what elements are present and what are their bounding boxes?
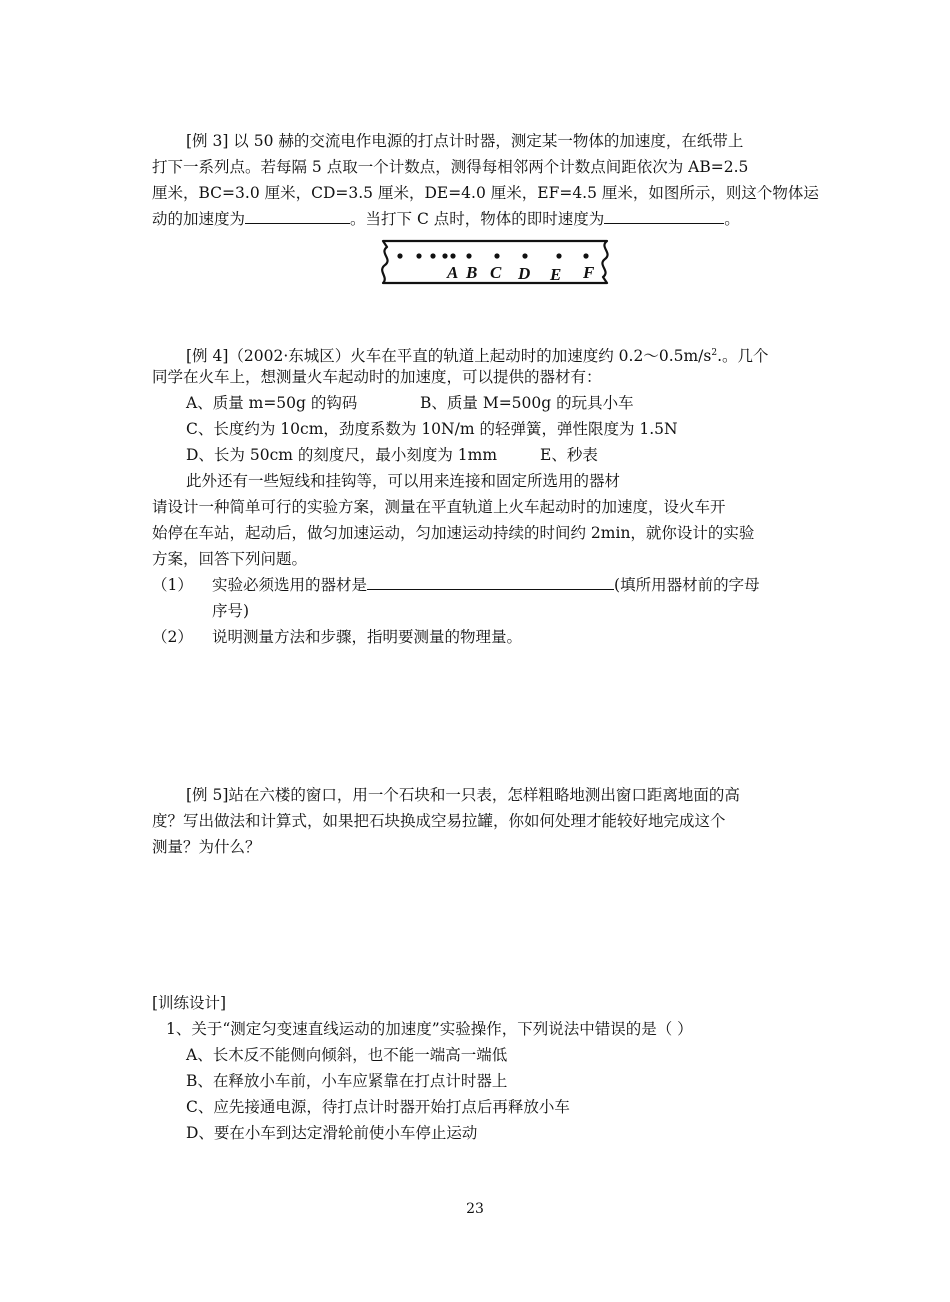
ex4-option-c: C、长度约为 10cm，劲度系数为 10N/m 的轻弹簧，弹性限度为 1.5N [186, 420, 678, 438]
tape-dot [494, 253, 499, 258]
tape-label-D: D [518, 264, 531, 283]
tape-dots [397, 253, 588, 258]
ex3-line-4-prefix: 动的加速度为 [152, 210, 246, 228]
ex4-question-1-text: 实验必须选用的器材是 [212, 576, 368, 594]
ex4-line-1-superscript: 2 [711, 348, 718, 358]
tape-dot [430, 253, 435, 258]
ex3-line-4-middle: 。当打下 C 点时，物体的即时速度为 [350, 210, 605, 228]
tape-dot [416, 253, 421, 258]
tape-dot [442, 253, 447, 258]
tape-label-C: C [490, 263, 502, 282]
tape-label-A: A [447, 263, 459, 282]
ex4-question-2-number: （2） [152, 628, 193, 646]
training-heading: [训练设计] [152, 994, 227, 1012]
ex4-line-1-text: [例 4]（2002·东城区）火车在平直的轨道上起动时的加速度约 0.2～0.5m/s [186, 347, 712, 366]
ex4-question-2: 说明测量方法和步骤，指明要测量的物理量。 [212, 628, 523, 646]
ex4-line-1 [186, 342, 769, 367]
training-option-d: D、要在小车到达定滑轮前使小车停止运动 [186, 1124, 478, 1142]
ex5-line-2: 度？写出做法和计算式，如果把石块换成空易拉罐，你如何处理才能较好地完成这个 [152, 812, 726, 830]
training-question-1: 1、关于“测定匀变速直线运动的加速度”实验操作，下列说法中错误的是（ ） [166, 1020, 693, 1038]
ex4-question-1-note: (填所用器材前的字母 [614, 576, 760, 594]
ex4-question-1-note-continued: 序号) [212, 602, 250, 620]
ex5-line-1: [例 5]站在六楼的窗口，用一个石块和一只表，怎样粗略地测出窗口距离地面的高 [186, 786, 740, 804]
tape-label-F: F [583, 263, 595, 282]
ex3-line-4 [152, 208, 740, 230]
ticker-tape-figure [375, 237, 615, 287]
training-option-b: B、在释放小车前，小车应紧靠在打点计时器上 [186, 1072, 508, 1090]
page-number: 23 [466, 1201, 484, 1217]
ex4-line-1-tail: .。几个 [717, 347, 769, 366]
ex4-line-6: 请设计一种简单可行的实验方案，测量在平直轨道上火车起动时的加速度，设火车开 [152, 498, 726, 516]
tape-dot [522, 253, 527, 258]
ex3-line-4-suffix: 。 [724, 210, 740, 228]
ex4-line-5: 此外还有一些短线和挂钩等，可以用来连接和固定所选用的器材 [186, 472, 621, 490]
ex4-line-2: 同学在火车上，想测量火车起动时的加速度，可以提供的器材有： [152, 368, 602, 386]
ex4-option-e: E、秒表 [540, 446, 598, 464]
ex3-line-3: 厘米，BC=3.0 厘米，CD=3.5 厘米，DE=4.0 厘米，EF=4.5 厘米，如图所示，则这个物体运 [152, 184, 819, 202]
velocity-answer-blank[interactable] [604, 208, 724, 224]
acceleration-answer-blank[interactable] [245, 208, 350, 224]
tape-dot [466, 253, 471, 258]
ex4-line-8: 方案，回答下列问题。 [152, 550, 308, 568]
ex4-option-a: A、质量 m=50g 的钩码 [186, 394, 358, 412]
training-option-a: A、长木反不能侧向倾斜，也不能一端高一端低 [186, 1046, 508, 1064]
tape-dot [583, 253, 588, 258]
ex3-line-1: [例 3] 以 50 赫的交流电作电源的打点计时器，测定某一物体的加速度，在纸带上 [186, 132, 744, 150]
tape-dot [450, 253, 455, 258]
tape-dot [556, 253, 561, 258]
ex4-line-7: 始停在车站，起动后，做匀加速运动，匀加速运动持续的时间约 2min，就你设计的实验 [152, 524, 755, 542]
ex5-line-3: 测量？为什么？ [152, 838, 261, 856]
training-option-c: C、应先接通电源，待打点计时器开始打点后再释放小车 [186, 1098, 570, 1116]
tape-dot [397, 253, 402, 258]
tape-label-B: B [466, 263, 478, 282]
tape-label-E: E [550, 265, 562, 284]
ex4-option-d: D、长为 50cm 的刻度尺，最小刻度为 1mm [186, 446, 498, 464]
equipment-answer-blank[interactable] [367, 574, 614, 590]
ex4-option-b: B、质量 M=500g 的玩具小车 [420, 394, 634, 412]
ex4-question-1-number: （1） [152, 576, 193, 594]
ex4-question-1 [212, 574, 760, 596]
ex3-line-2: 打下一系列点。若每隔 5 点取一个计数点，测得每相邻两个计数点间距依次为 AB=2.5 [152, 158, 749, 176]
